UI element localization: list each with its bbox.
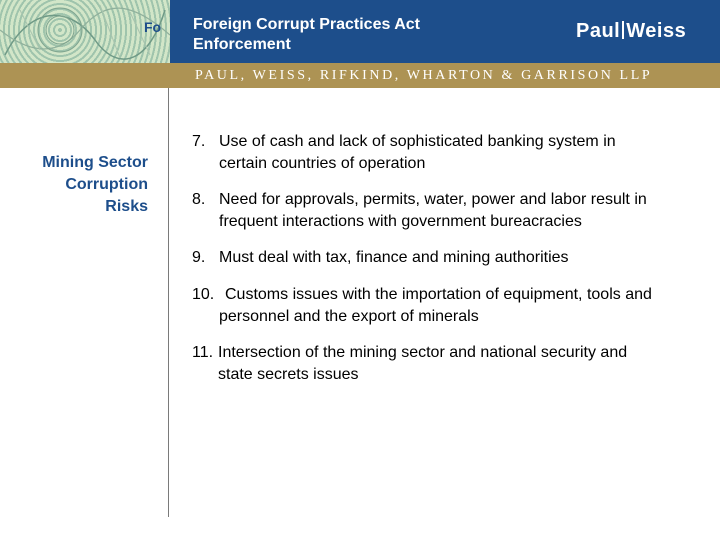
slide-title-line: Foreign Corrupt Practices Act bbox=[193, 16, 421, 33]
vertical-divider bbox=[168, 88, 169, 517]
section-title-line: Risks bbox=[105, 198, 148, 215]
list-item-number: 7. bbox=[192, 133, 206, 150]
list-item-text: Customs issues with the importation of equipment, tools and bbox=[225, 286, 652, 303]
logo-left-text: Paul bbox=[576, 20, 621, 42]
list-item-number: 10. bbox=[192, 286, 215, 303]
list-item-text: Must deal with tax, finance and mining authorities bbox=[219, 249, 569, 266]
banknote-text: Fo bbox=[144, 19, 162, 35]
slide-title bbox=[193, 15, 493, 55]
slide-title-line: Enforcement bbox=[193, 36, 291, 53]
section-title-line: Mining Sector bbox=[42, 154, 148, 171]
list-item-text: state secrets issues bbox=[218, 366, 359, 383]
list-item-text: Use of cash and lack of sophisticated banking system in bbox=[219, 133, 616, 150]
list-item-text: Intersection of the mining sector and national security and bbox=[218, 344, 628, 361]
list-item-number: 11. bbox=[192, 344, 214, 361]
section-title-line: Corruption bbox=[65, 176, 148, 193]
list-item-number: 9. bbox=[192, 249, 206, 266]
firm-logo bbox=[576, 20, 686, 43]
list-item-text: personnel and the export of minerals bbox=[219, 308, 479, 325]
list-item-text: certain countries of operation bbox=[219, 155, 426, 172]
slide-header bbox=[0, 0, 720, 63]
section-title bbox=[10, 152, 148, 218]
firm-name: PAUL, WEISS, RIFKIND, WHARTON & GARRISON LLP bbox=[195, 68, 653, 83]
list-item-text: Need for approvals, permits, water, power and labor result in bbox=[219, 191, 647, 208]
list-item bbox=[192, 247, 712, 269]
logo-right-text: Weiss bbox=[626, 20, 687, 42]
list-item bbox=[192, 189, 712, 233]
list-item-number: 8. bbox=[192, 191, 206, 208]
list-item bbox=[192, 284, 712, 328]
firm-name-band bbox=[0, 63, 720, 88]
list-item bbox=[192, 342, 712, 386]
banknote-image bbox=[0, 0, 170, 63]
logo-divider bbox=[622, 21, 624, 39]
list-item bbox=[192, 131, 712, 175]
list-item-text: frequent interactions with government bureacracies bbox=[219, 213, 582, 230]
